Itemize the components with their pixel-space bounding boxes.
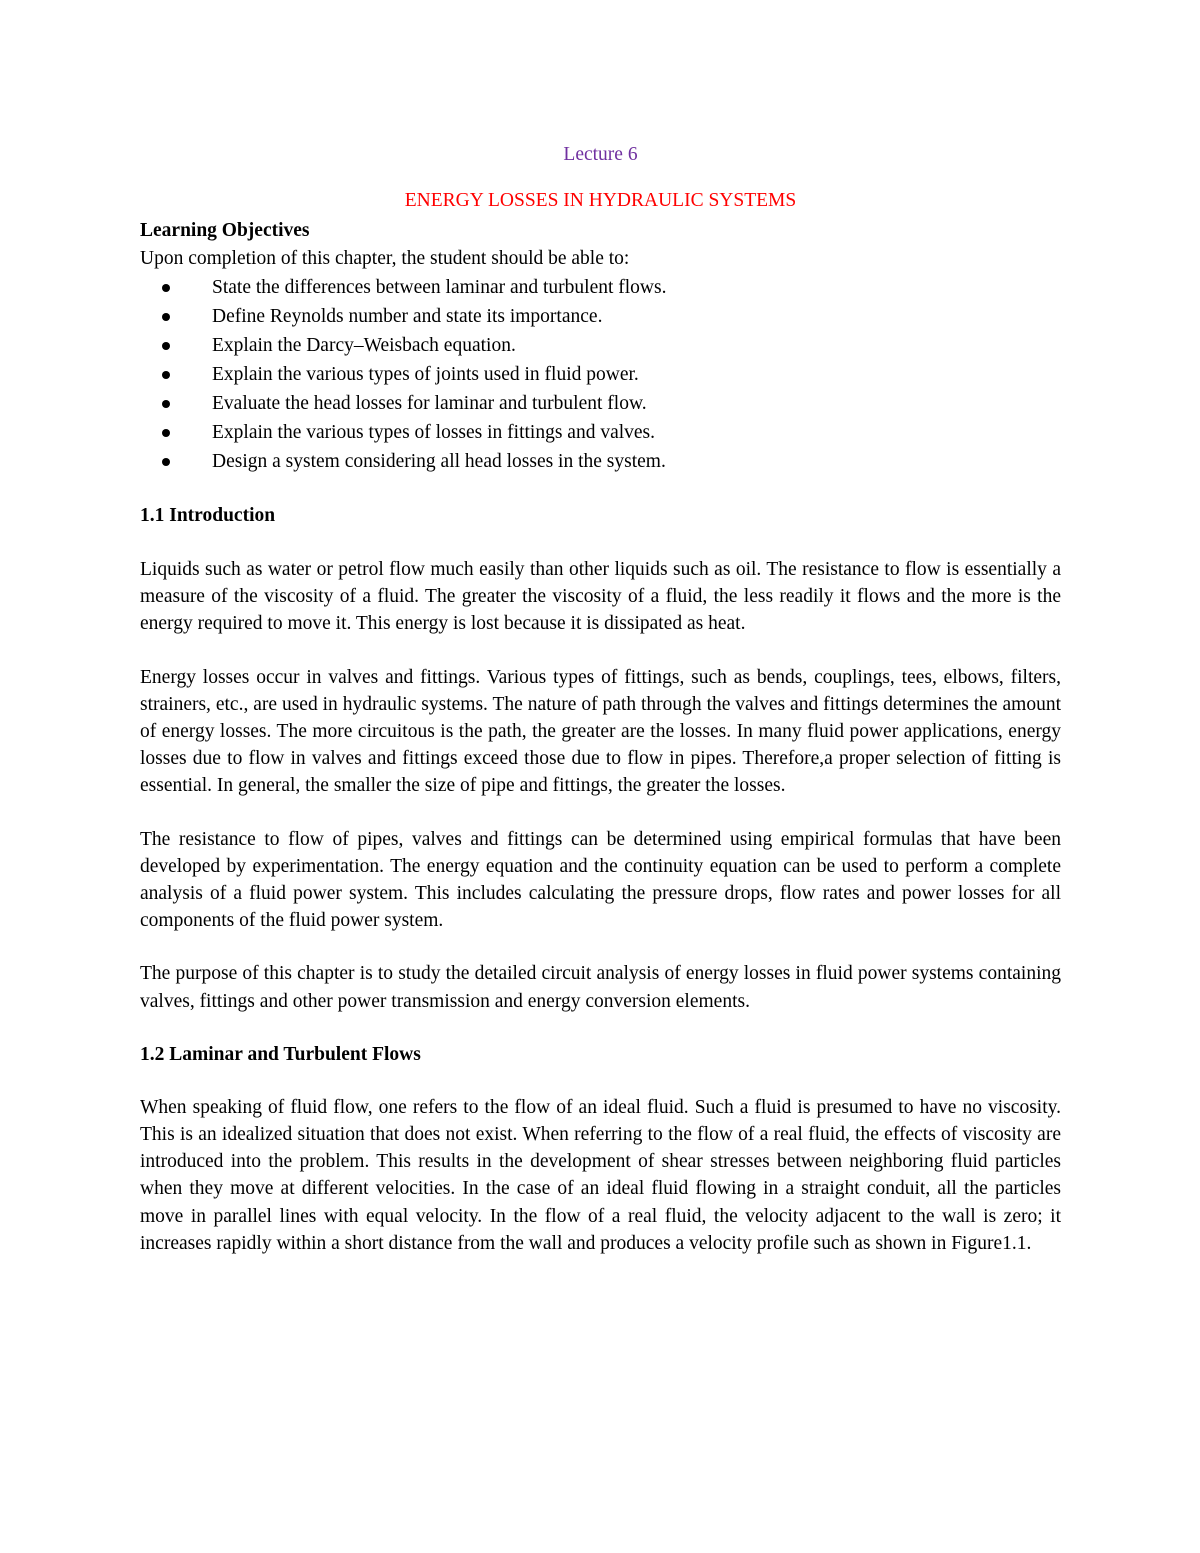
objective-text: Design a system considering all head losses in the system.	[212, 451, 666, 472]
objective-text: State the differences between laminar and turbulent flows.	[212, 277, 667, 298]
objectives-intro: Upon completion of this chapter, the student should be able to:	[140, 248, 630, 269]
objective-item	[140, 302, 1061, 331]
chapter-title: ENERGY LOSSES IN HYDRAULIC SYSTEMS	[404, 190, 797, 211]
section-heading-introduction: 1.1 Introduction	[140, 505, 276, 526]
objectives-list	[140, 273, 1061, 476]
objective-item	[140, 418, 1061, 447]
lecture-title: Lecture 6	[563, 144, 638, 165]
bullet-icon	[162, 429, 170, 437]
bullet-icon	[162, 458, 170, 466]
bullet-icon	[162, 400, 170, 408]
paragraph: Energy losses occur in valves and fittings. Various types of fittings, such as bends, couplings, tees, elbows, filters, strainers, etc., are used in hydraulic systems. The nature of path through the valves and fittings determines the amount of energy losses. The more circuitous is the path, the greater are the losses. In many fluid power applications, energy losses due to flow in valves and fittings exceed those due to flow in pipes. Therefore,a proper selection of fitting is essential. In general, the smaller the size of pipe and fittings, the greater the losses.	[140, 666, 1061, 797]
objective-text: Explain the Darcy–Weisbach equation.	[212, 335, 516, 356]
objective-text: Explain the various types of joints used in fluid power.	[212, 364, 639, 385]
objective-item	[140, 331, 1061, 360]
bullet-icon	[162, 284, 170, 292]
bullet-icon	[162, 342, 170, 350]
objective-item	[140, 360, 1061, 389]
page-content	[140, 140, 1061, 1257]
objective-text: Explain the various types of losses in fittings and valves.	[212, 422, 656, 443]
objective-text: Define Reynolds number and state its importance.	[212, 306, 603, 327]
objective-item	[140, 389, 1061, 418]
paragraph: When speaking of fluid flow, one refers to the flow of an ideal fluid. Such a fluid is presumed to have no viscosity. This is an idealized situation that does not exist. When referring to the flow of a real fluid, the effects of viscosity are introduced into the problem. This results in the development of shear stresses between neighboring fluid particles when they move at different velocities. In the case of an ideal fluid flowing in a straight conduit, all the particles move in parallel lines with equal velocity. In the flow of a real fluid, the velocity adjacent to the wall is zero; it increases rapidly within a short distance from the wall and produces a velocity profile such as shown in Figure1.1.	[140, 1096, 1061, 1254]
objective-item	[140, 447, 1061, 476]
bullet-icon	[162, 371, 170, 379]
objectives-heading: Learning Objectives	[140, 220, 310, 241]
paragraph: Liquids such as water or petrol flow much easily than other liquids such as oil. The resistance to flow is essentially a measure of the viscosity of a fluid. The greater the viscosity of a fluid, the less readily it flows and the more is the energy required to move it. This energy is lost because it is dissipated as heat.	[140, 559, 1061, 635]
paragraph: The purpose of this chapter is to study the detailed circuit analysis of energy losses in fluid power systems containing valves, fittings and other power transmission and energy conversion elements.	[140, 963, 1061, 1012]
paragraph: The resistance to flow of pipes, valves and fittings can be determined using empirical formulas that have been developed by experimentation. The energy equation and the continuity equation can be used to perform a complete analysis of a fluid power system. This includes calculating the pressure drops, flow rates and power losses for all components of the fluid power system.	[140, 828, 1061, 932]
objective-text: Evaluate the head losses for laminar and turbulent flow.	[212, 393, 647, 414]
section-heading-laminar-turbulent: 1.2 Laminar and Turbulent Flows	[140, 1043, 421, 1065]
bullet-icon	[162, 313, 170, 321]
objective-item	[140, 273, 1061, 302]
